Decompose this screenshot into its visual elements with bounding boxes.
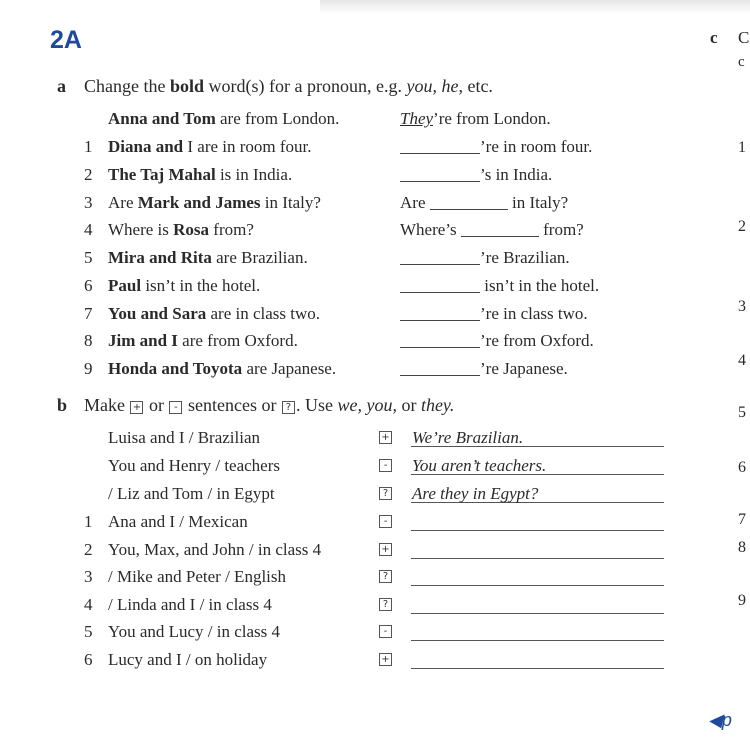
exercise-row [0,567,750,593]
item-number: 4 [84,595,93,614]
right-number: 4 [738,352,746,369]
exercise-row [0,512,750,538]
item-number: 6 [84,650,93,669]
plus-box-icon: + [379,431,392,444]
exercise-row [0,137,750,163]
answer-field[interactable]: isn’t in the hotel. [400,276,599,296]
item-number: 3 [84,567,93,586]
section-c-letter: c [710,28,718,47]
example-row [0,456,750,482]
item-sentence: Mira and Rita are Brazilian. [108,248,308,267]
answer-field[interactable]: ’re in class two. [400,304,588,324]
minus-box-icon: - [379,625,392,638]
example-answer: Are they in Egypt? [412,484,539,503]
exercise-row [0,622,750,648]
exercise-row [0,276,750,302]
item-sentence: Paul isn’t in the hotel. [108,276,261,295]
answer-field[interactable]: ’re Japanese. [400,359,568,379]
example-row [0,428,750,454]
item-sentence: Are Mark and James in Italy? [108,193,321,212]
section-c-text: C [738,28,750,47]
exercise-row [0,359,750,385]
item-number: 6 [84,276,93,295]
example-answer: We’re Brazilian. [412,428,524,447]
item-sentence: Diana and I are in room four. [108,137,312,156]
answer-line[interactable] [411,512,664,531]
item-number: 2 [84,540,93,559]
answer-line[interactable] [411,622,664,641]
question-box-icon: ? [379,487,392,500]
minus-box-icon: - [379,459,392,472]
example-prompt: You and Henry / teachers [108,456,281,475]
item-number: 1 [84,512,93,531]
example-prompt: / Liz and Tom / in Egypt [108,484,275,503]
question-box-icon: ? [379,598,392,611]
plus-box-icon: + [379,653,392,666]
answer-line[interactable] [411,595,664,614]
answer-line[interactable] [411,567,664,586]
item-number: 2 [84,165,93,184]
example-row [0,109,750,135]
example-sentence: Anna and Tom are from London. [108,109,340,128]
exercise-row [0,248,750,274]
item-number: 1 [84,137,93,156]
item-number: 5 [84,622,93,641]
item-prompt: Lucy and I / on holiday [108,650,268,669]
question-box-icon: ? [379,570,392,583]
exercise-row [0,220,750,246]
answer-field[interactable]: Are in Italy? [400,193,569,212]
minus-box-icon: - [379,515,392,528]
right-number: 1 [738,139,746,156]
item-number: 7 [84,304,93,323]
item-number: 3 [84,193,93,212]
answer-field[interactable]: ’s in India. [400,165,552,185]
item-prompt: / Mike and Peter / English [108,567,287,586]
plus-box-icon: + [379,543,392,556]
right-number: 9 [738,592,746,609]
right-number: 3 [738,298,746,315]
answer-line[interactable] [411,540,664,559]
item-number: 5 [84,248,93,267]
item-prompt: You, Max, and John / in class 4 [108,540,322,559]
right-number: 6 [738,459,746,476]
exercise-row [0,595,750,621]
exercise-row [0,650,750,676]
section-c-text-2: c [738,54,745,70]
item-number: 4 [84,220,93,239]
answer-field[interactable]: Where’s from? [400,220,584,239]
example-answer: They’re from London. [400,109,551,128]
answer-field[interactable]: ’re from Oxford. [400,331,594,351]
item-sentence: Honda and Toyota are Japanese. [108,359,337,378]
minus-box-icon: - [169,401,182,414]
item-prompt: / Linda and I / in class 4 [108,595,272,614]
item-prompt: Ana and I / Mexican [108,512,248,531]
item-prompt: You and Lucy / in class 4 [108,622,281,641]
item-number: 9 [84,359,93,378]
exercise-row [0,165,750,191]
exercise-row [0,331,750,357]
answer-line[interactable] [411,650,664,669]
question-box-icon: ? [282,401,295,414]
item-sentence: The Taj Mahal is in India. [108,165,293,184]
exercise-row [0,193,750,219]
example-prompt: Luisa and I / Brazilian [108,428,261,447]
unit-title: 2A [50,26,82,54]
right-number: 8 [738,539,746,556]
item-number: 8 [84,331,93,350]
page-edge-shadow [320,0,750,14]
right-number: 7 [738,511,746,528]
right-number: 2 [738,218,746,235]
exercise-row [0,304,750,330]
plus-box-icon: + [130,401,143,414]
answer-field[interactable]: ’re in room four. [400,137,592,157]
page-nav-link[interactable]: ◀p [708,710,732,730]
item-sentence: Jim and I are from Oxford. [108,331,298,350]
answer-field[interactable]: ’re Brazilian. [400,248,570,268]
item-sentence: You and Sara are in class two. [108,304,321,323]
section-b-instruction: Make + or - sentences or ? . Use we, you, or they. [84,395,455,415]
example-row [0,484,750,510]
example-answer: You aren’t teachers. [412,456,547,475]
section-a-instruction: Change the bold word(s) for a pronoun, e.g. you, he, etc. [84,76,493,96]
section-a-letter: a [57,76,66,96]
section-b-letter: b [57,395,68,415]
exercise-row [0,540,750,566]
item-sentence: Where is Rosa from? [108,220,254,239]
right-number: 5 [738,404,746,421]
